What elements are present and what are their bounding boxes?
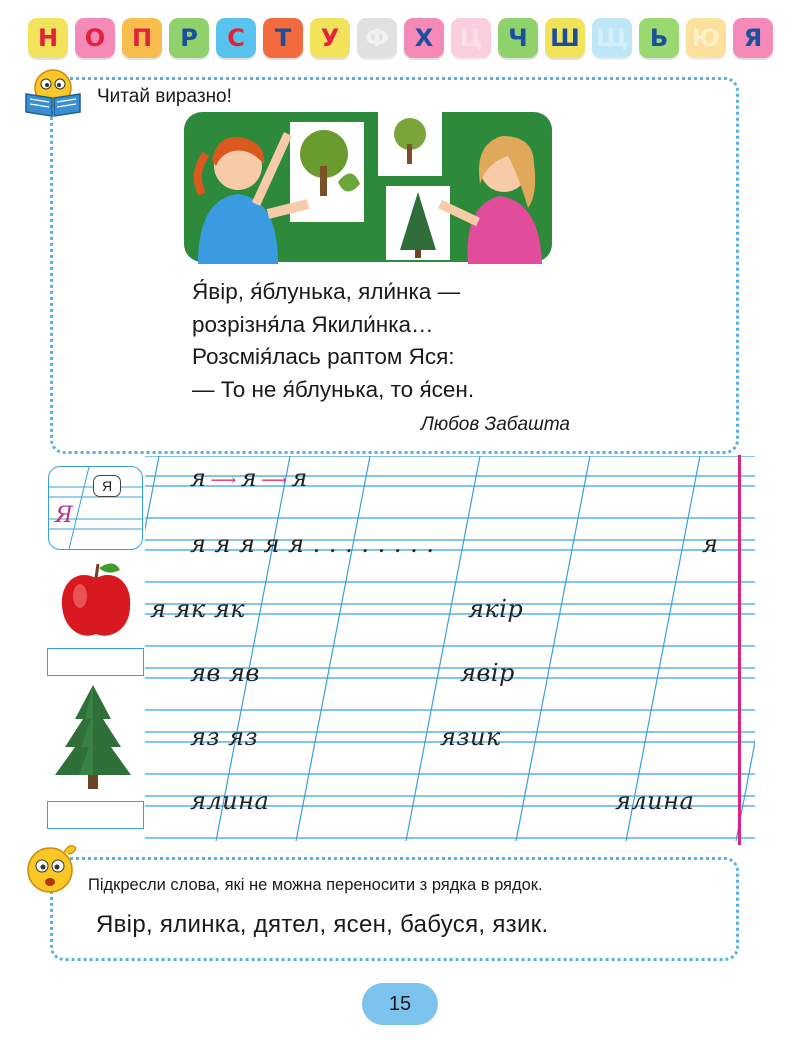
- script-letter: я: [190, 464, 207, 492]
- script-letter: я: [291, 464, 308, 492]
- script-word: ялина: [615, 787, 695, 815]
- script-letter-end: я: [702, 530, 719, 558]
- copybook-lines: [145, 456, 755, 841]
- task-instruction: Підкресли слова, які не можна переносити з рядка в рядок.: [88, 876, 543, 894]
- alphabet-tile: Ш: [545, 18, 585, 58]
- alphabet-tile: Н: [28, 18, 68, 58]
- alphabet-tile: Ю: [686, 18, 726, 58]
- alphabet-tile: Ц: [451, 18, 491, 58]
- script-word: як: [174, 595, 206, 623]
- answer-box[interactable]: [47, 648, 144, 676]
- apple-picture: [58, 560, 134, 640]
- poem-line: Я́вір, я́блунька, яли́нка —: [192, 279, 461, 304]
- arrow-icon: ⟶: [210, 470, 237, 491]
- script-word: ялина: [190, 787, 270, 815]
- alphabet-tile: Ф: [357, 18, 397, 58]
- tracing-word: яз: [228, 723, 259, 751]
- alphabet-tile: Ч: [498, 18, 538, 58]
- girls-with-trees-illustration: [178, 104, 558, 269]
- alphabet-tile: Т: [263, 18, 303, 58]
- script-word: язик: [440, 723, 501, 751]
- letter-badge: Я: [93, 475, 121, 497]
- page-margin-line: [738, 455, 741, 845]
- reading-title: Читай виразно!: [97, 86, 232, 107]
- poem-line: розрізня́ла Якили́нка…: [192, 311, 434, 337]
- letter-script: Я: [55, 503, 73, 528]
- script-letter: я: [190, 530, 207, 558]
- alphabet-tile: Р: [169, 18, 209, 58]
- letter-card: [48, 466, 143, 550]
- fir-tree-picture: [45, 683, 141, 793]
- script-word: якір: [468, 595, 524, 623]
- alphabet-tile: Х: [404, 18, 444, 58]
- script-letter: я: [150, 595, 167, 623]
- script-word: явір: [460, 659, 515, 687]
- handwriting-row-3: [150, 595, 245, 623]
- tracing-word: як: [213, 595, 246, 623]
- answer-box[interactable]: [47, 801, 144, 829]
- task-words: Явір, ялинка, дятел, ясен, бабуся, язик.: [96, 911, 549, 938]
- poem-line: — То не я́блунька, то я́сен.: [192, 376, 475, 402]
- alphabet-tile: П: [122, 18, 162, 58]
- tracing-word: яв: [229, 659, 260, 687]
- poem: [192, 276, 474, 406]
- arrow-icon: ⟶: [261, 470, 288, 491]
- alphabet-strip: [28, 18, 773, 62]
- alphabet-tile: У: [310, 18, 350, 58]
- script-letter: я: [240, 464, 258, 492]
- page-number: 15: [362, 983, 438, 1025]
- tracing-letters: я я я я: [214, 530, 305, 558]
- alphabet-tile: Ь: [639, 18, 679, 58]
- tracing-dots: . . . . . . . .: [312, 530, 435, 558]
- alphabet-tile: Я: [733, 18, 773, 58]
- script-word: яв: [190, 659, 221, 687]
- thinking-smiley-icon: [22, 838, 80, 896]
- alphabet-tile: О: [75, 18, 115, 58]
- handwriting-row-2: [190, 530, 435, 558]
- script-word: яз: [190, 723, 220, 751]
- task-frame: [50, 857, 739, 961]
- handwriting-row-1: [190, 464, 308, 492]
- handwriting-row-4: [190, 659, 260, 687]
- poem-line: Розсмія́лась раптом Яся:: [192, 344, 455, 369]
- poem-author: Любов Забашта: [420, 414, 570, 435]
- handwriting-row-5: [190, 723, 258, 751]
- alphabet-tile: С: [216, 18, 256, 58]
- alphabet-tile: Щ: [592, 18, 632, 58]
- reading-smiley-icon: [22, 66, 84, 118]
